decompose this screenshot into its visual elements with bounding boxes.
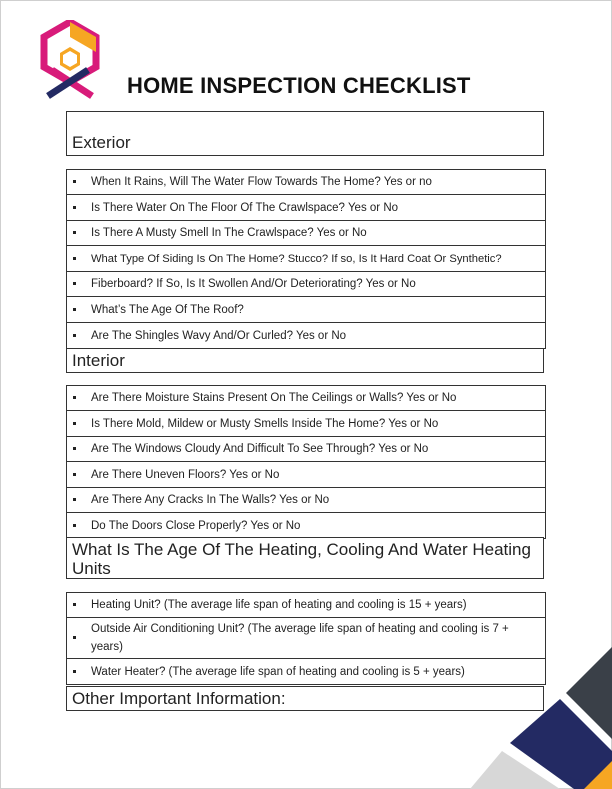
interior-list — [66, 385, 546, 539]
list-item-text: Heating Unit? (The average life span of heating and cooling is 15 + years) — [91, 599, 467, 611]
bullet-icon — [73, 334, 76, 337]
list-item — [67, 221, 545, 246]
list-item-text: Are There Any Cracks In The Walls? Yes or No — [91, 494, 330, 506]
list-item — [67, 272, 545, 297]
bullet-icon — [73, 396, 76, 399]
list-item-text: Is There Mold, Mildew or Musty Smells Inside The Home? Yes or No — [91, 417, 439, 430]
section-heading-interior — [66, 348, 544, 373]
list-item-text: Is There A Musty Smell In The Crawlspace? Yes or No — [91, 227, 367, 239]
exterior-heading-text: Exterior — [72, 133, 131, 152]
list-item — [67, 488, 545, 513]
bullet-icon — [73, 422, 76, 425]
list-item — [67, 437, 545, 462]
section-heading-heating — [66, 537, 544, 579]
bullet-icon — [73, 308, 76, 311]
list-item-text: Are The Windows Cloudy And Difficult To See Through? Yes or No — [91, 443, 429, 455]
list-item — [67, 462, 545, 488]
list-item — [67, 411, 545, 437]
list-item-text: Water Heater? (The average life span of heating and cooling is 5 + years) — [91, 665, 465, 678]
bullet-icon — [73, 180, 76, 183]
brand-logo — [40, 20, 100, 100]
list-item-text: Fiberboard? If So, Is It Swollen And/Or Deteriorating? Yes or No — [91, 278, 416, 290]
interior-heading-text: Interior — [72, 351, 125, 370]
heating-heading-text: What Is The Age Of The Heating, Cooling And Water Heating Units — [72, 540, 531, 578]
list-item-text: Are The Shingles Wavy And/Or Curled? Yes or No — [91, 329, 347, 342]
list-item — [67, 386, 545, 411]
bullet-icon — [73, 636, 76, 639]
list-item-text: Do The Doors Close Properly? Yes or No — [91, 519, 301, 532]
bullet-icon — [73, 206, 76, 209]
list-item — [67, 593, 545, 618]
list-item-text: What’s The Age Of The Roof? — [91, 303, 244, 316]
list-item-text: What Type Of Siding Is On The Home? Stucco? If so, Is It Hard Coat Or Synthetic? — [91, 252, 502, 265]
list-item-text: Outside Air Conditioning Unit? (The average life span of heating and cooling is 7 + years) — [91, 623, 509, 653]
bullet-icon — [73, 603, 76, 606]
bullet-icon — [73, 231, 76, 234]
bullet-icon — [73, 447, 76, 450]
list-item-text: Are There Moisture Stains Present On The Ceilings or Walls? Yes or No — [91, 392, 457, 404]
list-item-text: When It Rains, Will The Water Flow Towards The Home? Yes or no — [91, 176, 432, 188]
list-item — [67, 170, 545, 195]
list-item-text: Are There Uneven Floors? Yes or No — [91, 468, 280, 481]
bullet-icon — [73, 282, 76, 285]
list-item-text: Is There Water On The Floor Of The Crawlspace? Yes or No — [91, 201, 399, 214]
exterior-list — [66, 169, 546, 349]
list-item — [67, 195, 545, 221]
list-item — [67, 323, 545, 348]
list-item — [67, 297, 545, 323]
section-heading-exterior — [66, 111, 544, 156]
bullet-icon — [73, 524, 76, 527]
document-title: HOME INSPECTION CHECKLIST — [127, 73, 471, 98]
decorative-corner — [462, 639, 612, 789]
bullet-icon — [73, 498, 76, 501]
bullet-icon — [73, 473, 76, 476]
list-item — [67, 513, 545, 538]
bullet-icon — [73, 257, 76, 260]
list-item — [67, 246, 545, 272]
other-heading-text: Other Important Information: — [72, 689, 286, 708]
bullet-icon — [73, 670, 76, 673]
